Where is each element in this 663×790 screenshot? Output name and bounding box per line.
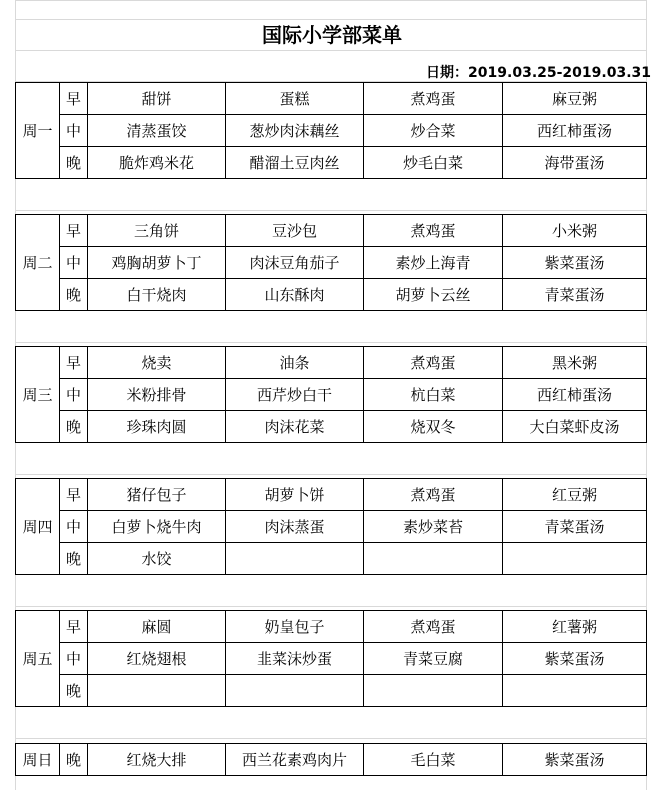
meal-label: 中 (65, 253, 81, 272)
dish-cell: 奶皇包子 (264, 617, 325, 636)
dish-cell: 煮鸡蛋 (410, 617, 456, 636)
dish-cell: 油条 (279, 353, 310, 372)
border (15, 442, 647, 443)
dish-cell: 清蒸蛋饺 (126, 121, 187, 140)
dish-cell: 甜饼 (141, 89, 172, 108)
meal-label: 早 (65, 485, 81, 504)
dish-cell: 韭菜沫炒蛋 (256, 649, 332, 668)
dish-cell: 炒毛白菜 (402, 153, 463, 172)
meal-label: 晚 (65, 549, 81, 568)
gridline (15, 606, 647, 607)
meal-label: 中 (65, 121, 81, 140)
border (646, 214, 647, 310)
dish-cell: 西兰花素鸡肉片 (241, 750, 347, 769)
dish-cell: 西芹炒白干 (256, 385, 332, 404)
dish-cell: 红烧翅根 (126, 649, 187, 668)
dish-cell: 煮鸡蛋 (410, 221, 456, 240)
dish-cell: 素炒上海青 (395, 253, 471, 272)
meal-label: 早 (65, 617, 81, 636)
border (15, 178, 647, 179)
border (646, 610, 647, 706)
day-label: 周五 (22, 649, 53, 668)
meal-label: 早 (65, 353, 81, 372)
dish-cell (226, 542, 363, 574)
dish-cell: 三角饼 (133, 221, 179, 240)
dish-cell: 猪仔包子 (126, 485, 187, 504)
dish-cell: 青菜蛋汤 (544, 517, 605, 536)
menu-title: 国际小学部菜单 (262, 23, 402, 47)
dish-cell (226, 674, 363, 706)
border (646, 743, 647, 775)
dish-cell (364, 542, 502, 574)
dish-cell: 红薯粥 (551, 617, 597, 636)
dish-cell: 黑米粥 (551, 353, 597, 372)
border (15, 310, 647, 311)
dish-cell: 蛋糕 (279, 89, 310, 108)
dish-cell: 肉沫蒸蛋 (264, 517, 325, 536)
dish-cell: 白干烧肉 (126, 285, 187, 304)
dish-cell: 紫菜蛋汤 (544, 750, 605, 769)
dish-cell: 麻豆粥 (551, 89, 597, 108)
date-value: 2019.03.25-2019.03.31 (468, 65, 651, 81)
dish-cell: 鸡胸胡萝卜丁 (111, 253, 202, 272)
dish-cell: 胡萝卜云丝 (395, 285, 471, 304)
meal-label: 中 (65, 517, 81, 536)
dish-cell: 麻圆 (141, 617, 172, 636)
dish-cell: 葱炒肉沫藕丝 (249, 121, 340, 140)
border (646, 346, 647, 442)
day-label: 周三 (22, 385, 53, 404)
border (15, 775, 647, 776)
dish-cell: 小米粥 (551, 221, 597, 240)
dish-cell: 煮鸡蛋 (410, 485, 456, 504)
dish-cell: 脆炸鸡米花 (118, 153, 194, 172)
dish-cell (503, 542, 646, 574)
dish-cell: 炒合菜 (410, 121, 456, 140)
date-range (426, 63, 651, 83)
day-label: 周四 (22, 517, 53, 536)
dish-cell: 醋溜土豆肉丝 (249, 153, 340, 172)
border (15, 706, 647, 707)
dish-cell: 肉沫花菜 (264, 417, 325, 436)
date-label: 日期： (426, 65, 469, 81)
meal-label: 晚 (65, 285, 81, 304)
dish-cell: 豆沙包 (271, 221, 317, 240)
day-label: 周二 (22, 253, 53, 272)
dish-cell (364, 674, 502, 706)
dish-cell: 煮鸡蛋 (410, 353, 456, 372)
meal-label: 早 (65, 221, 81, 240)
dish-cell (503, 674, 646, 706)
dish-cell: 西红柿蛋汤 (536, 121, 612, 140)
day-label: 周日 (22, 750, 53, 769)
meal-label: 晚 (65, 417, 81, 436)
meal-label: 中 (65, 385, 81, 404)
dish-cell: 烧双冬 (410, 417, 456, 436)
dish-cell: 肉沫豆角茄子 (249, 253, 340, 272)
dish-cell: 珍珠肉圆 (126, 417, 187, 436)
meal-label: 晚 (65, 750, 81, 769)
dish-cell: 胡萝卜饼 (264, 485, 325, 504)
dish-cell: 红豆粥 (551, 485, 597, 504)
border (646, 82, 647, 178)
gridline (15, 50, 647, 51)
dish-cell: 山东酥肉 (264, 285, 325, 304)
meal-label: 早 (65, 89, 81, 108)
gridline (15, 342, 647, 343)
gridline (15, 0, 647, 1)
gridline (15, 210, 647, 211)
dish-cell: 海带蛋汤 (544, 153, 605, 172)
meal-label: 晚 (65, 153, 81, 172)
dish-cell: 煮鸡蛋 (410, 89, 456, 108)
dish-cell: 素炒菜苔 (402, 517, 463, 536)
dish-cell: 红烧大排 (126, 750, 187, 769)
dish-cell: 烧卖 (141, 353, 172, 372)
border (646, 478, 647, 574)
dish-cell: 青菜蛋汤 (544, 285, 605, 304)
gridline (15, 738, 647, 739)
meal-label: 中 (65, 649, 81, 668)
dish-cell: 紫菜蛋汤 (544, 253, 605, 272)
dish-cell: 紫菜蛋汤 (544, 649, 605, 668)
dish-cell: 大白菜虾皮汤 (529, 417, 620, 436)
dish-cell: 毛白菜 (410, 750, 456, 769)
gridline (15, 474, 647, 475)
dish-cell (88, 674, 225, 706)
dish-cell: 杭白菜 (410, 385, 456, 404)
dish-cell: 西红柿蛋汤 (536, 385, 612, 404)
dish-cell: 水饺 (141, 549, 172, 568)
border (15, 574, 647, 575)
dish-cell: 白萝卜烧牛肉 (111, 517, 202, 536)
dish-cell: 米粉排骨 (126, 385, 187, 404)
meal-label: 晚 (65, 681, 81, 700)
dish-cell: 青菜豆腐 (402, 649, 463, 668)
day-label: 周一 (22, 121, 53, 140)
